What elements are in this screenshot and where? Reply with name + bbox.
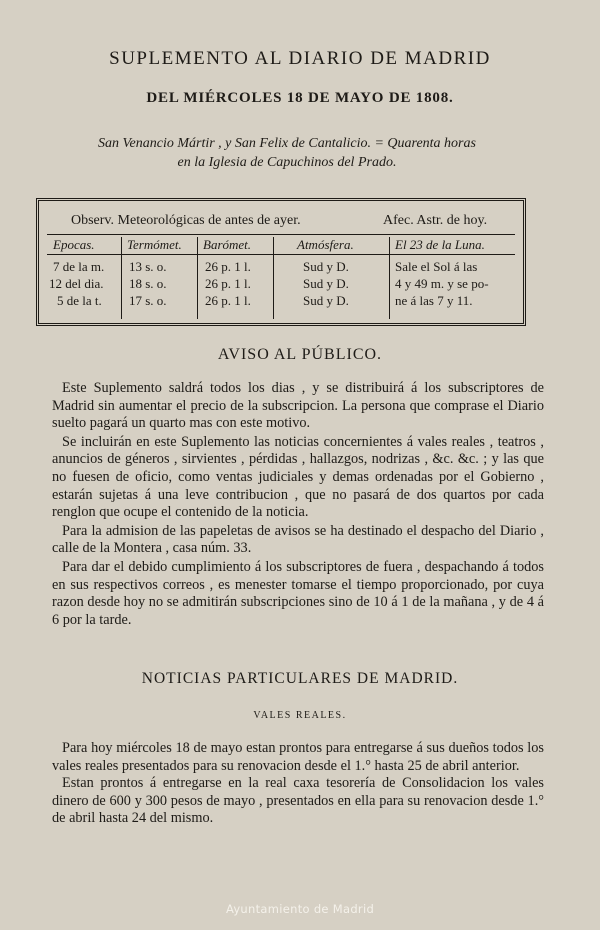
astro-line: Sale el Sol á las xyxy=(395,259,478,274)
row-termometro: 17 s. o. xyxy=(129,293,167,308)
column-header-termometro: Termómet. xyxy=(127,237,182,252)
meteo-header-observations: Observ. Meteorológicas de antes de ayer. xyxy=(71,213,301,228)
meteorological-table xyxy=(36,198,526,326)
saints-of-the-day xyxy=(52,134,522,172)
astro-line: 4 y 49 m. y se po- xyxy=(395,276,489,291)
notice-body xyxy=(52,380,544,629)
row-atmosfera: Sud y D. xyxy=(303,293,349,308)
notice-title: AVISO AL PÚBLICO. xyxy=(217,346,383,363)
news-section-title: NOTICIAS PARTICULARES DE MADRID. xyxy=(141,670,459,687)
notice-paragraph: Este Suplemento saldrá todos los dias , y se distribuirá á los subscriptores de Madrid sin aumentar el precio de la subscripcion. La persona que comprase el Diario suelto pagará un quarto mas con este motivo. xyxy=(52,380,544,432)
row-atmosfera: Sud y D. xyxy=(303,259,349,274)
column-header-barometro: Barómet. xyxy=(203,237,252,252)
row-barometro: 26 p. 1 l. xyxy=(205,293,251,308)
row-barometro: 26 p. 1 l. xyxy=(205,259,251,274)
column-header-luna: El 23 de la Luna. xyxy=(395,237,485,252)
notice-paragraph: Se incluirán en este Suplemento las noticias concernientes á vales reales , teatros , anuncios de géneros , sirvientes , pérdidas , hallazgos, nodrizas , &c. &c. ; y las que no fuesen de oficio, como ventas judiciales y demas ordenadas por el Gobierno , estarán sujetas á una leve contribucion , que no pasará de dos quartos por cada renglon que ocupe el contenido de la noticia. xyxy=(52,433,544,521)
table-divider xyxy=(47,254,515,255)
issue-date: DEL MIÉRCOLES 18 DE MAYO DE 1808. xyxy=(146,90,454,106)
column-header-atmosfera: Atmósfera. xyxy=(297,237,354,252)
vales-reales-body xyxy=(52,740,544,828)
meteo-header-astronomy: Afec. Astr. de hoy. xyxy=(383,213,488,228)
row-epoca: 5 de la t. xyxy=(57,293,102,308)
column-divider xyxy=(273,237,274,319)
row-barometro: 26 p. 1 l. xyxy=(205,276,251,291)
column-divider xyxy=(389,237,390,319)
masthead-title: SUPLEMENTO AL DIARIO DE MADRID xyxy=(109,48,491,69)
row-epoca: 12 del dia. xyxy=(49,276,104,291)
notice-paragraph: Para dar el debido cumplimiento á los subscriptores de fuera , despachando á todos en sus respectivos correos , es menester tomarse el tiempo proporcionado, por cuya razon desde hoy no se admitirán subscripciones sino de 10 á 1 de la mañana , y de 4 á 6 por la tarde. xyxy=(52,558,544,628)
astro-line: ne á las 7 y 11. xyxy=(395,293,473,308)
column-header-epocas: Epocas. xyxy=(53,237,95,252)
table-divider xyxy=(47,234,515,235)
news-paragraph: Para hoy miércoles 18 de mayo estan prontos para entregarse á sus dueños todos los vales reales presentados para su renovacion desde el 1.° hasta 25 de abril anterior. xyxy=(52,740,544,774)
row-termometro: 18 s. o. xyxy=(129,276,167,291)
column-divider xyxy=(197,237,198,319)
archive-watermark: Ayuntamiento de Madrid xyxy=(225,902,375,916)
column-divider xyxy=(121,237,122,319)
row-atmosfera: Sud y D. xyxy=(303,276,349,291)
row-termometro: 13 s. o. xyxy=(129,259,167,274)
news-paragraph: Estan prontos á entregarse en la real caxa tesorería de Consolidacion los vales dinero de 600 y 300 pesos de mayo , presentados en ella para su renovacion desde 1.° de abril hasta 24 del mismo. xyxy=(52,775,544,827)
notice-paragraph: Para la admision de las papeletas de avisos se ha destinado el despacho del Diario , calle de la Montera , casa núm. 33. xyxy=(52,522,544,557)
saints-line: en la Iglesia de Capuchinos del Prado. xyxy=(177,155,397,170)
saints-line: San Venancio Mártir , y San Felix de Cantalicio. = Quarenta horas xyxy=(98,136,476,151)
row-epoca: 7 de la m. xyxy=(53,259,105,274)
vales-reales-heading: VALES REALES. xyxy=(253,710,347,721)
